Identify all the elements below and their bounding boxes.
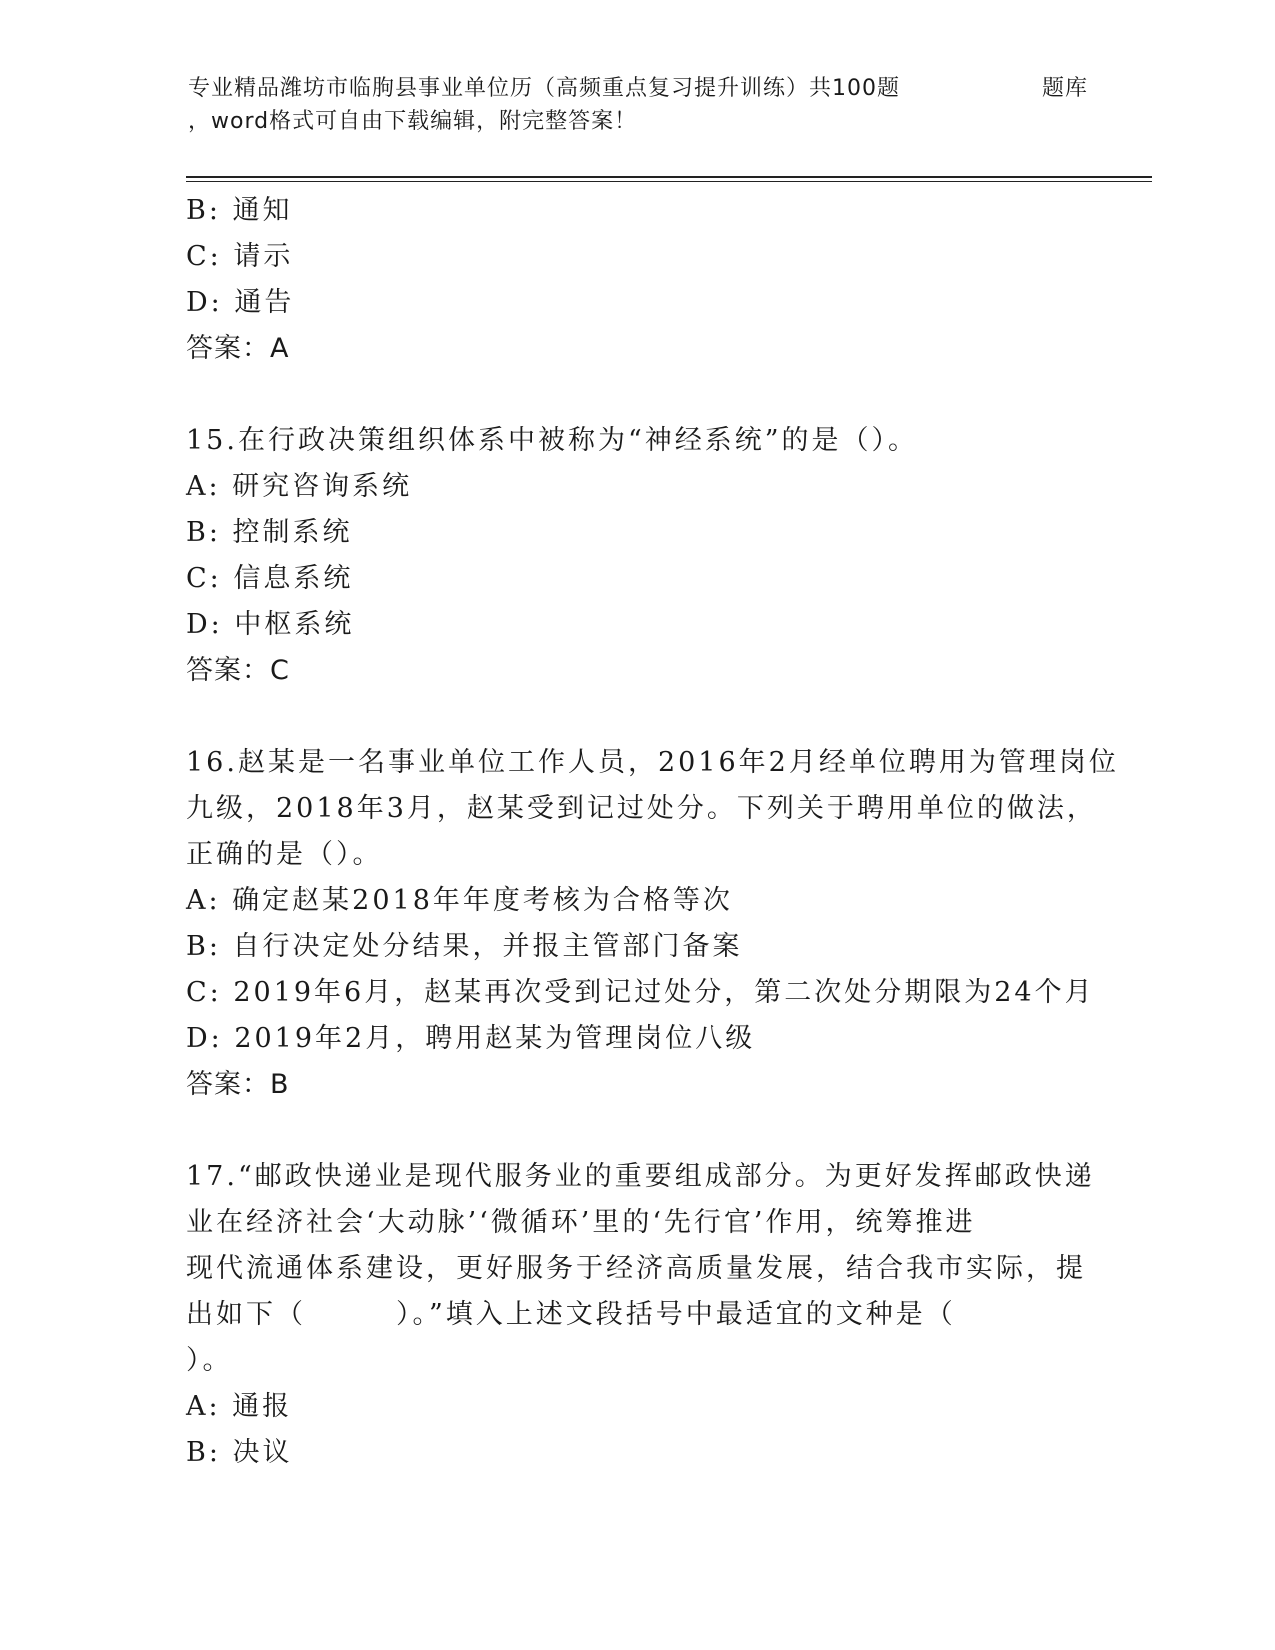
question-17 [186,1154,1095,1476]
option-d: D: 通告 [186,287,295,318]
spacer [186,694,1086,740]
option-c: C: 请示 [186,241,294,272]
option-b: B: 自行决定处分结果，并报主管部门备案 [186,931,743,962]
header-subtitle: ，word格式可自由下载编辑，附完整答案！ [188,109,638,134]
question-stem-line: 业在经济社会‘大动脉’‘微循环’里的‘先行官’作用，统筹推进 [186,1207,976,1238]
header-title: 专业精品潍坊市临朐县事业单位历（高频重点复习提升训练）共100题 [188,76,900,101]
option-b: B: 控制系统 [186,517,353,548]
question-prev [186,188,1086,372]
question-stem: 15.在行政决策组织体系中被称为“神经系统”的是（）。 [186,425,919,456]
answer: 答案：C [186,655,290,686]
question-content [186,188,1119,1476]
question-stem-line: 出如下（ ）。”填入上述文段括号中最适宜的文种是（ [186,1299,956,1330]
question-stem-line: 九级，2018年3月，赵某受到记过处分。下列关于聘用单位的做法， [186,793,1097,824]
answer: 答案：B [186,1069,290,1100]
spacer [186,372,1086,418]
option-d: D: 中枢系统 [186,609,355,640]
header-divider [186,176,1152,182]
question-stem-line: ）。 [186,1345,233,1376]
document-header [188,72,1088,138]
option-b: B: 决议 [186,1437,293,1468]
header-tag: 题库 [1041,76,1088,101]
question-stem-line: 现代流通体系建设，更好服务于经济高质量发展，结合我市实际，提 [186,1253,1086,1284]
spacer [186,1108,1086,1154]
question-stem-line: 正确的是（）。 [186,839,383,870]
option-a: A: 研究咨询系统 [186,471,413,502]
option-b: B: 通知 [186,195,293,226]
option-d: D: 2019年2月，聘用赵某为管理岗位八级 [186,1023,756,1054]
option-a: A: 确定赵某2018年年度考核为合格等次 [186,885,733,916]
question-15 [186,418,1086,694]
question-stem-line: 16.赵某是一名事业单位工作人员，2016年2月经单位聘用为管理岗位 [186,747,1119,778]
answer: 答案：A [186,333,290,364]
question-16 [186,740,1119,1108]
header-title-row [188,72,1088,105]
option-c: C: 信息系统 [186,563,354,594]
question-stem-line: 17.“邮政快递业是现代服务业的重要组成部分。为更好发挥邮政快递 [186,1161,1095,1192]
option-c: C: 2019年6月，赵某再次受到记过处分，第二次处分期限为24个月 [186,977,1095,1008]
option-a: A: 通报 [186,1391,293,1422]
